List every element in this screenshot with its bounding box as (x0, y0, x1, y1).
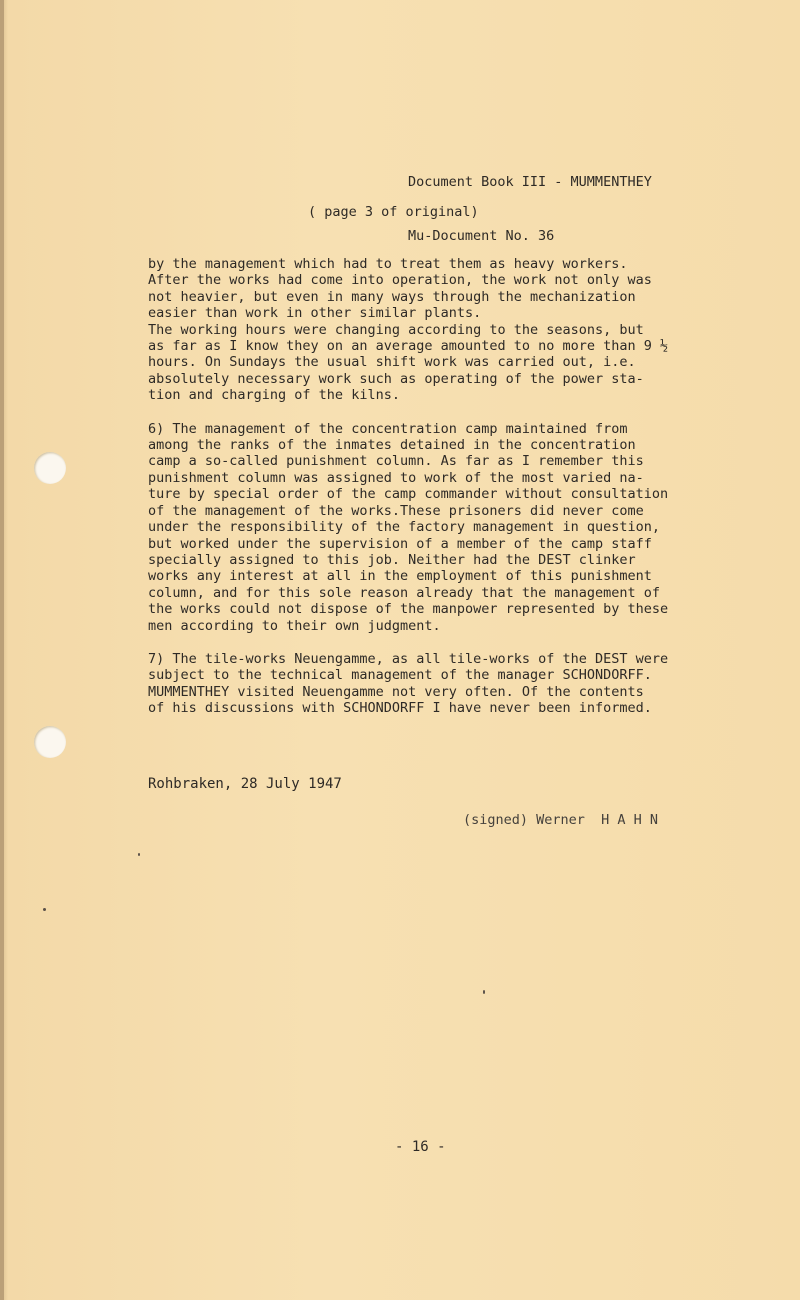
document-body (148, 256, 708, 734)
text-line: 7) The tile-works Neuengamme, as all tile-works of the DEST were (148, 650, 669, 667)
text-line: subject to the technical management of the manager SCHONDORFF. (148, 667, 652, 684)
text-line: works any interest at all in the employment of this punishment (148, 568, 652, 585)
text-line: tion and charging of the kilns. (148, 387, 400, 404)
text-line: under the responsibility of the factory management in question, (148, 519, 661, 536)
paragraph (148, 421, 708, 634)
text-line: by the management which had to treat them as heavy workers. (148, 256, 628, 272)
signature: (signed) Werner H A H N (463, 812, 659, 828)
text-line: specially assigned to this job. Neither had the DEST clinker (148, 551, 636, 568)
text-line: punishment column was assigned to work of the most varied na- (148, 469, 644, 486)
text-line: of the management of the works.These prisoners did never come (148, 502, 644, 519)
text-line: the works could not dispose of the manpower represented by these (148, 601, 669, 618)
text-line: not heavier, but even in many ways through the mechanization (148, 288, 636, 305)
text-line: among the ranks of the inmates detained in the concentration (148, 437, 636, 454)
text-line: ture by special order of the camp commander without consultation (148, 486, 669, 503)
paper-speck (483, 990, 485, 994)
page-edge (0, 0, 4, 1300)
paper-speck (138, 853, 140, 856)
text-line: column, and for this sole reason already that the management of (148, 584, 661, 601)
text-line: absolutely necessary work such as operating of the power sta- (148, 370, 644, 387)
text-line: 6) The management of the concentration camp maintained from (148, 420, 628, 437)
text-line: camp a so-called punishment column. As far as I remember this (148, 453, 644, 470)
place-and-date: Rohbraken, 28 July 1947 (148, 776, 342, 792)
page-number: - 16 - (395, 1139, 446, 1155)
text-line: easier than work in other similar plants. (148, 305, 482, 322)
text-line: hours. On Sundays the usual shift work was carried out, i.e. (148, 354, 636, 371)
header-title: Document Book III - MUMMENTHEY (408, 174, 652, 190)
text-line: MUMMENTHEY visited Neuengamme not very often. Of the contents (148, 683, 644, 700)
paragraph (148, 651, 708, 717)
header-doc-number: Mu-Document No. 36 (408, 228, 555, 244)
text-line: of his discussions with SCHONDORFF I have never been informed. (148, 700, 652, 717)
text-line: as far as I know they on an average amounted to no more than 9 ½ (148, 338, 669, 355)
paragraph (148, 256, 708, 404)
punch-hole-bottom (34, 726, 66, 758)
original-page-reference: ( page 3 of original) (308, 204, 479, 220)
text-line: but worked under the supervision of a member of the camp staff (148, 535, 652, 552)
punch-hole-top (34, 452, 66, 484)
text-line: The working hours were changing according to the seasons, but (148, 321, 644, 338)
text-line: After the works had come into operation, the work not only was (148, 272, 652, 289)
paper-speck (43, 908, 46, 911)
text-line: men according to their own judgment. (148, 617, 441, 634)
